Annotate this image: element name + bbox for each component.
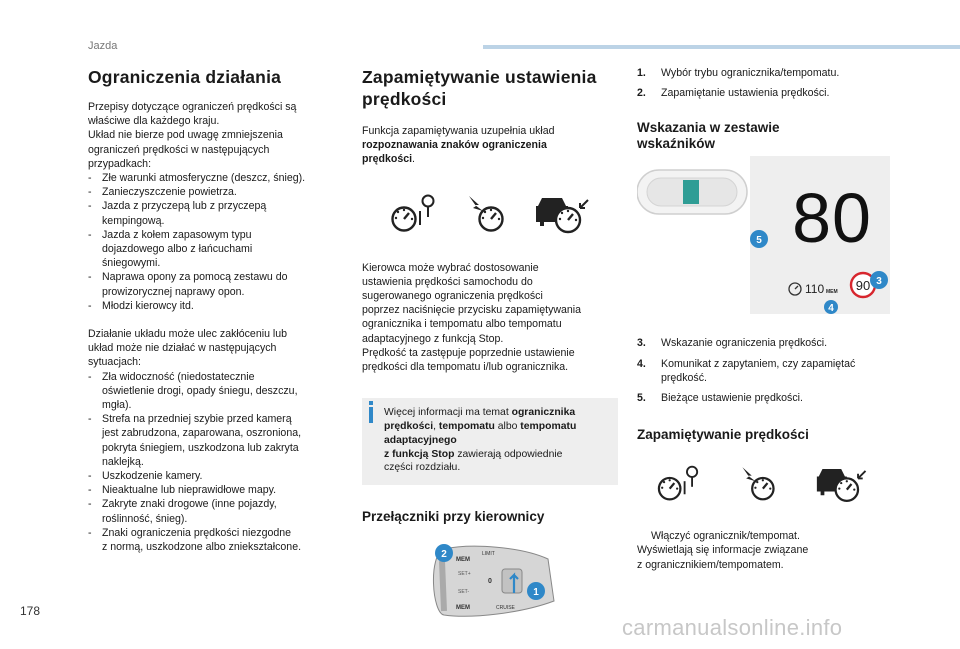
item-text [661,391,803,405]
item-text-line: Zapamiętanie ustawienia prędkości. [661,87,830,100]
badge-1-label: 1 [533,587,539,599]
text-line: Przepisy dotyczące ograniczeń prędkości są [88,101,297,113]
speed-memo-title: Zapamiętywanie prędkości [637,427,809,443]
numbered-item [637,336,897,350]
list-dash: - [88,470,92,483]
text-line: Prędkość ta zastępuje poprzednie ustawienie [362,346,575,359]
intro-bold-line1: rozpoznawania znaków ograniczenia [362,139,547,152]
item-text [661,336,827,350]
limitations-list [88,171,340,313]
list-dash: - [88,186,92,199]
speed-memo-icons [637,457,897,511]
watermark: carmanualsonline.info [622,615,843,640]
note-bold-2: prędkości [384,421,434,433]
intro-end: . [412,153,415,166]
suggested-speed: 110 [805,282,825,297]
list-item-line: oświetlenie drogi, opady śniegu, deszczu, [102,384,298,397]
text-line: sugerowanego ograniczenia prędkości [362,290,543,303]
column-limitations [88,66,340,554]
list-item-line: naklejką. [102,455,144,468]
list-item [88,483,340,497]
note-text-5: części rozdziału. [384,462,461,474]
list-item-line: Zanieczyszczenie powietrza. [102,186,237,199]
limitations-title: Ograniczenia działania [88,67,282,87]
stalk-set-plus: SET+ [458,571,471,578]
numbered-item [637,391,897,405]
memorisation-icons [362,187,618,241]
step-line2: Wyświetlają się informacje związane [637,544,809,557]
text-line: ustawienia prędkości samochodu do [362,275,533,288]
text-line: przypadkach: [88,157,152,170]
note-text-2: , [433,421,439,433]
list-item [88,497,340,525]
adaptive-cruise-icon [534,192,596,236]
list-dash: - [88,526,92,539]
item-text [661,86,829,100]
current-speed: 80 [792,179,872,258]
list-dash: - [88,200,92,213]
list-item [88,185,340,199]
text-line: właściwe dla każdego kraju. [88,115,220,128]
text-line: układ może nie działać w następujących [88,342,277,355]
display-title-line1: Wskazania w zestawie [637,120,780,136]
list-item [88,270,340,298]
page-number: 178 [20,604,41,618]
list-item-line: Złe warunki atmosferyczne (deszcz, śnieg). [102,172,306,185]
limitations-intro [88,100,340,171]
header-bar [483,45,960,49]
list-dash: - [88,299,92,312]
numbered-item [637,86,897,100]
list-dash: - [88,413,92,426]
item-number: 2. [637,87,646,100]
item-text [661,66,839,80]
note-bold-4: tempomatu [520,421,577,433]
list-dash: - [88,370,92,383]
list-dash: - [88,172,92,185]
list-item-line: Jazda z przyczepą lub z przyczepą [102,200,267,213]
numbered-item [637,357,897,385]
list-item-line: Jazda z kołem zapasowym typu [102,228,252,241]
note-bold-1: ogranicznika [511,407,576,419]
list-item-line: Zła widoczność (niedostatecznie [102,370,255,383]
memorisation-intro [362,124,618,167]
list-item-line: śniegowymi. [102,257,161,270]
list-item-line: kempingową. [102,214,165,227]
list-item [88,412,340,469]
item-number: 1. [637,67,646,79]
list-item-line: roślinność, śnieg). [102,512,188,525]
list-item-line: Uszkodzenie kamery. [102,470,203,483]
text-line: adaptacyjnego z funkcją Stop. [362,332,504,345]
note-text-1: Więcej informacji ma temat [384,407,512,419]
memorisation-title-line1: Zapamiętywanie ustawienia [362,67,597,87]
item-text-line: Komunikat z zapytaniem, czy zapamiętać [661,357,856,370]
cruise-press-icon [461,192,517,236]
list-item-line: jest zabrudzona, zaparowana, oszroniona, [102,427,302,440]
note-text-4: zawierają odpowiednie [454,448,563,460]
badge-5-label: 5 [756,235,762,247]
badge-2-label: 2 [441,549,447,561]
column-memorisation [362,66,618,625]
steering-stalk-illustration [422,539,572,625]
display-items-list [637,336,897,405]
list-item [88,171,340,185]
memorisation-title-line2: prędkości [362,89,447,109]
list-item-line: prowizorycznej naprawy opon. [102,285,245,298]
item-text [661,357,855,385]
display-title-line2: wskaźników [637,136,716,152]
item-number: 3. [637,337,646,350]
text-line: ograniczeń prędkości w następujących [88,143,270,156]
list-item [88,299,340,313]
speed-limit-value: 90 [855,278,871,294]
note-bold-3: tempomatu [438,421,495,433]
stalk-limit: LIMIT [482,551,495,558]
malfunction-list [88,370,340,555]
list-item-line: Zakryte znaki drogowe (inne pojazdy, [102,498,277,511]
info-note [362,398,618,485]
switches-title: Przełączniki przy kierownicy [362,509,545,525]
list-item-line: Nieaktualne lub nieprawidłowe mapy. [102,484,277,497]
list-item [88,199,340,227]
text-line: ogranicznika i tempomatu albo tempomatu [362,318,562,331]
speedometer-memo-icon [384,192,444,236]
stalk-cruise: CRUISE [496,605,515,612]
step-line1: Włączyć ogranicznik/tempomat. [651,530,800,543]
list-item-line: Młodzi kierowcy itd. [102,299,194,312]
text-line: Kierowca może wybrać dostosowanie [362,261,539,274]
speed-memo-step [637,529,897,572]
item-text-line: Wskazanie ograniczenia prędkości. [661,337,828,350]
intro-bold-line2: prędkości [362,153,413,166]
stalk-set-minus: SET- [458,589,470,596]
item-number: 4. [637,357,646,370]
item-text-line: Wybór trybu ogranicznika/tempomatu. [661,67,840,79]
item-text-line: prędkość. [661,371,707,384]
note-bold-6: z funkcją Stop [384,448,455,460]
instrument-cluster-display [637,156,897,314]
text-line: sytuacjach: [88,356,141,369]
note-text-3: albo [494,421,521,433]
item-text-line: Bieżące ustawienie prędkości. [661,392,803,405]
list-item-line: z normą, uszkodzone albo zniekształcone. [102,541,302,554]
adaptive-cruise-icon-2 [815,462,873,506]
display-title [637,120,897,152]
column-controls [637,66,897,572]
speedometer-memo-icon-2 [651,462,707,506]
list-dash: - [88,484,92,497]
list-item [88,526,340,554]
list-dash: - [88,228,92,241]
stalk-mem-top: MEM [456,557,470,564]
badge-3-label: 3 [876,276,882,288]
list-item-line: dojazdowego albo z łańcuchami [102,243,253,256]
stalk-mem-bottom: MEM [456,605,470,612]
list-dash: - [88,498,92,511]
badge-4-label: 4 [828,303,834,315]
list-item-line: Strefa na przedniej szybie przed kamerą [102,413,292,426]
text-line: Układ nie bierze pod uwagę zmniejszenia [88,129,283,142]
list-item [88,469,340,483]
step-line3: z ogranicznikiem/tempomatem. [637,558,784,571]
memorisation-title [362,66,618,110]
cruise-press-icon-2 [735,462,787,506]
note-bold-5: adaptacyjnego [384,434,457,446]
list-item-line: Znaki ograniczenia prędkości niezgodne [102,526,292,539]
info-icon [369,407,373,423]
controls-list [637,66,897,100]
list-dash: - [88,271,92,284]
list-item [88,370,340,413]
cluster-indicator [683,180,699,204]
mem-tag: MEM [826,289,838,296]
stalk-zero: 0 [488,578,492,586]
section-header: Jazda [88,40,118,52]
text-line: Działanie układu może ulec zakłóceniu lub [88,328,288,341]
intro-line1: Funkcja zapamiętywania uzupełnia układ [362,125,555,137]
numbered-item [637,66,897,80]
memorisation-body [362,261,618,375]
text-line: poprzez naciśnięcie przycisku zapamiętywania [362,304,582,317]
item-number: 5. [637,392,646,405]
list-item [88,228,340,271]
text-line: prędkości dla tempomatu i/lub ogranicznika. [362,361,569,374]
list-item-line: Naprawa opony za pomocą zestawu do [102,271,288,284]
malfunction-intro [88,327,340,370]
list-item-line: pokryta śniegiem, uszkodzona lub zakryta [102,441,299,454]
list-item-line: mgła). [102,399,132,412]
